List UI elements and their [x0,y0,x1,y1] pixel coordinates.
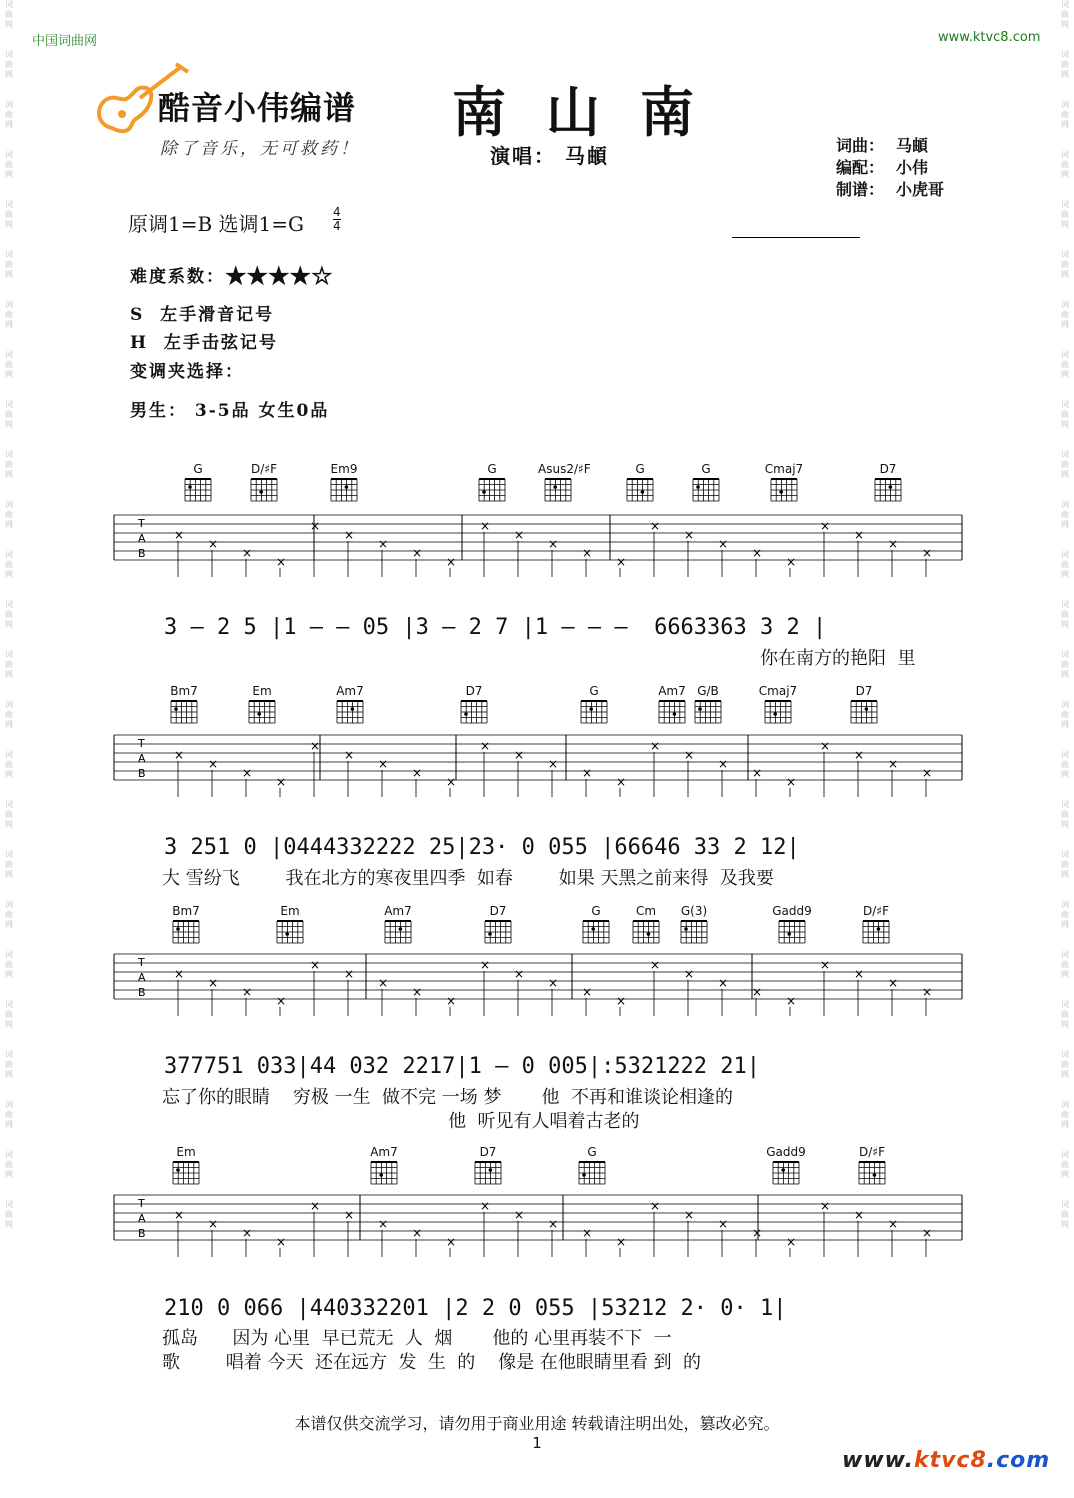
chord-grid-icon [629,918,663,944]
svg-text:×: × [752,545,763,560]
chord-grid-icon [471,1159,505,1185]
jianpu-line: 377751 033|44 032 2217|1 – 0 005|:5321222 21| [164,1054,761,1079]
svg-text:×: × [786,774,797,789]
svg-text:×: × [480,738,491,753]
chord-diagram [478,904,518,944]
svg-text:×: × [650,738,661,753]
svg-text:×: × [888,975,899,990]
key-info: 原调1=B 选调1=G [128,212,304,236]
svg-text:×: × [174,527,185,542]
svg-text:×: × [582,765,593,780]
chord-diagram [574,684,614,724]
site-url-right: www.ktvc8.com [938,30,1041,45]
svg-text:×: × [310,738,321,753]
svg-text:×: × [922,765,933,780]
svg-text:×: × [480,957,491,972]
chord-diagram [576,904,616,944]
chord-name: G [701,462,711,476]
svg-text:×: × [548,536,559,551]
chord-diagram [324,462,364,502]
chord-name: G [587,1145,597,1159]
chord-name: G [193,462,203,476]
svg-text:×: × [242,545,253,560]
svg-text:×: × [276,554,287,569]
chord-grid-icon [769,1159,803,1185]
chord-diagram [454,684,494,724]
svg-text:×: × [412,984,423,999]
chord-diagram [626,904,666,944]
credit-value: 小伟 [896,158,929,177]
capo-options: 男生： 3-5品 女生0品 [130,401,330,421]
svg-text:×: × [888,1216,899,1231]
svg-text:×: × [820,957,831,972]
chord-grid-icon [475,476,509,502]
chord-name: Am7 [370,1145,398,1159]
chord-grid-icon [367,1159,401,1185]
jianpu-line: 3 – 2 5 |1 – – 05 |3 – 2 7 |1 – – – 6663363 3 2 | [164,615,827,640]
svg-text:A: A [138,752,146,765]
chord-diagram [178,462,218,502]
svg-text:×: × [650,1198,661,1213]
chord-grid-icon [457,698,491,724]
chord-name: D/♯F [859,1145,885,1159]
chord-diagram [166,904,206,944]
svg-text:T: T [138,517,145,530]
svg-text:×: × [548,756,559,771]
tab-staff [114,1195,962,1249]
svg-text:T: T [138,737,145,750]
chord-grid-icon [327,476,361,502]
svg-text:×: × [616,554,627,569]
chord-name: D7 [489,904,507,918]
chord-diagram [242,684,282,724]
svg-text:B: B [138,1227,146,1240]
page-number: 1 [532,1434,542,1452]
difficulty [130,261,333,290]
svg-text:×: × [650,957,661,972]
chord-diagram [620,462,660,502]
copyright-notice: 本谱仅供交流学习，请勿用于商业用途 转载请注明出处，篡改必究。 [294,1414,780,1433]
chord-diagram [330,684,370,724]
tab-staff [114,954,962,1008]
svg-text:×: × [854,747,865,762]
credits [836,135,944,201]
chord-grid-icon [579,918,613,944]
svg-text:×: × [480,518,491,533]
svg-text:×: × [208,975,219,990]
chord-diagram [270,904,310,944]
svg-text:×: × [616,993,627,1008]
svg-text:×: × [684,966,695,981]
chord-name: Gadd9 [772,904,812,918]
chord-grid-icon [855,1159,889,1185]
svg-text:×: × [378,975,389,990]
chord-grid-icon [169,1159,203,1185]
svg-text:×: × [412,1225,423,1240]
svg-text:×: × [582,545,593,560]
chord-diagram [686,462,726,502]
svg-text:×: × [276,993,287,1008]
lyric-line: 歌 唱着 今天 还在远方 发 生 的 像是 在他眼睛里看 到 的 [162,1352,702,1373]
chord-diagram [468,1145,508,1185]
chord-name: D/♯F [863,904,889,918]
chord-diagram [758,684,798,724]
svg-text:×: × [684,747,695,762]
svg-text:×: × [242,984,253,999]
svg-text:×: × [854,966,865,981]
svg-text:×: × [446,993,457,1008]
chord-name: Am7 [336,684,364,698]
svg-text:×: × [616,774,627,789]
chord-grid-icon [691,698,725,724]
svg-text:×: × [310,518,321,533]
svg-text:B: B [138,767,146,780]
chord-grid-icon [169,918,203,944]
svg-text:A: A [138,1212,146,1225]
chord-diagram [244,462,284,502]
svg-text:×: × [684,527,695,542]
svg-text:×: × [208,1216,219,1231]
chord-name: Em [176,1145,196,1159]
svg-text:×: × [310,1198,321,1213]
svg-text:×: × [208,756,219,771]
svg-text:×: × [514,527,525,542]
side-watermark-left: 词 曲 网 词 曲 网 词 曲 网 词 曲 网 词 曲 网 词 曲 网 词 曲 网 词 曲 网 词 曲 网 词 曲 网 词 曲 网 词 曲 网 词 曲 网 词 曲 网 词 曲 网 词 曲 网 词 曲 网 词 曲 网 词 曲 网 词 曲 网 词 曲 网 词 曲 网 词 曲 网 词 曲 网 词 曲 网 [5,0,13,1229]
svg-text:×: × [344,747,355,762]
chord-name: Em9 [330,462,358,476]
singer-label: 演唱： [490,144,556,168]
chord-name: Cm [635,904,657,918]
svg-text:×: × [344,527,355,542]
svg-text:×: × [208,536,219,551]
chord-name: G [591,904,601,918]
chord-name: Cmaj7 [758,684,798,698]
svg-text:×: × [786,1234,797,1249]
svg-text:×: × [514,1207,525,1222]
chord-diagram [844,684,884,724]
chord-grid-icon [655,698,689,724]
chord-grid-icon [245,698,279,724]
chord-grid-icon [871,476,905,502]
svg-text:T: T [138,956,145,969]
chord-name: D7 [479,1145,497,1159]
svg-text:×: × [650,518,661,533]
chord-name: D/♯F [251,462,277,476]
chord-grid-icon [689,476,723,502]
chord-grid-icon [481,918,515,944]
lyric-line: 他 听见有人唱着古老的 [162,1111,640,1132]
svg-text:×: × [378,536,389,551]
chord-grid-icon [677,918,711,944]
chord-name: G [589,684,599,698]
chord-diagram [378,904,418,944]
chord-diagram [472,462,512,502]
jianpu-line: 3 251 0 |0444332222 25|23· 0 055 |66646 33 2 12| [164,835,800,860]
svg-text:×: × [922,545,933,560]
site-name-left: 中国词曲网 [32,34,98,49]
svg-text:×: × [718,536,729,551]
chord-name: G [635,462,645,476]
svg-text:×: × [820,738,831,753]
chord-name: Am7 [384,904,412,918]
svg-text:×: × [378,1216,389,1231]
svg-text:×: × [752,984,763,999]
svg-text:×: × [854,1207,865,1222]
svg-text:×: × [242,765,253,780]
svg-text:×: × [276,1234,287,1249]
svg-text:×: × [446,774,457,789]
svg-text:×: × [412,765,423,780]
time-signature: 4 4 [333,205,341,233]
svg-text:A: A [138,532,146,545]
chord-diagram [164,684,204,724]
difficulty-label: 难度系数： [130,267,225,287]
chord-name: Cmaj7 [764,462,804,476]
chord-name: G(3) [680,904,708,918]
svg-text:×: × [820,518,831,533]
lyric-line: 大 雪纷飞 我在北方的寒夜里四季 如春 如果 天黑之前来得 及我要 [162,868,774,889]
chord-diagram [856,904,896,944]
svg-text:×: × [922,1225,933,1240]
chord-name: Gadd9 [766,1145,806,1159]
svg-text:×: × [582,984,593,999]
svg-text:×: × [276,774,287,789]
credit-value: 马頔 [896,136,929,155]
svg-text:×: × [174,1207,185,1222]
svg-text:×: × [684,1207,695,1222]
svg-text:×: × [412,545,423,560]
tab-staff [114,735,962,789]
lyric-line: 孤岛 因为 心里 早已荒无 人 烟 他的 心里再装不下 一 [162,1328,672,1349]
svg-text:×: × [514,966,525,981]
chord-grid-icon [167,698,201,724]
chord-diagram [766,1145,806,1185]
chord-grid-icon [577,698,611,724]
svg-text:×: × [344,1207,355,1222]
svg-text:×: × [446,1234,457,1249]
chord-name: Bm7 [170,684,198,698]
svg-text:×: × [378,756,389,771]
chord-name: D7 [855,684,873,698]
chord-grid-icon [333,698,367,724]
credit-key: 制谱： [836,180,885,199]
chord-name: G [487,462,497,476]
svg-text:×: × [582,1225,593,1240]
svg-text:×: × [786,993,797,1008]
jianpu-line: 210 0 066 |440332201 |2 2 0 055 |53212 2· 0· 1| [164,1296,787,1321]
lyric-line: 忘了你的眼睛 穷极 一生 做不完 一场 梦 他 不再和谁谈论相逢的 [162,1087,733,1108]
credit-value: 小虎哥 [896,180,945,199]
chord-diagram [868,462,908,502]
svg-text:×: × [446,554,457,569]
chord-diagram [652,684,692,724]
svg-text:×: × [310,957,321,972]
svg-text:×: × [174,747,185,762]
credit-key: 词曲： [836,136,885,155]
credit-key: 编配： [836,158,885,177]
site-logo: www.ktvc8.com [842,1448,1051,1473]
svg-text:×: × [548,1216,559,1231]
chord-grid-icon [623,476,657,502]
svg-text:×: × [242,1225,253,1240]
svg-text:×: × [718,975,729,990]
chord-grid-icon [847,698,881,724]
svg-text:B: B [138,547,146,560]
chord-diagram [166,1145,206,1185]
side-watermark-right: 词 曲 网 词 曲 网 词 曲 网 词 曲 网 词 曲 网 词 曲 网 词 曲 网 词 曲 网 词 曲 网 词 曲 网 词 曲 网 词 曲 网 词 曲 网 词 曲 网 词 曲 网 词 曲 网 词 曲 网 词 曲 网 词 曲 网 词 曲 网 词 曲 网 词 曲 网 词 曲 网 词 曲 网 词 曲 网 [1061,0,1069,1229]
logo-name: 酷音小伟编谱 [158,89,357,127]
svg-text:×: × [344,966,355,981]
svg-text:×: × [854,527,865,542]
chord-diagram [572,1145,612,1185]
divider [732,237,860,238]
chord-name: Em [252,684,272,698]
svg-text:×: × [616,1234,627,1249]
chord-name: Asus2/♯F [538,462,591,476]
svg-text:×: × [718,756,729,771]
singer-name: 马頔 [564,144,609,168]
chord-grid-icon [541,476,575,502]
svg-text:T: T [138,1197,145,1210]
chord-grid-icon [247,476,281,502]
chord-grid-icon [775,918,809,944]
star-icon: ★★★★☆ [225,261,333,290]
singer-line [490,140,609,169]
tab-staff [114,515,962,569]
song-title: 南山南 [452,80,734,144]
chord-name: Em [280,904,300,918]
chord-grid-icon [575,1159,609,1185]
chord-name: D7 [879,462,897,476]
chord-diagram [674,904,714,944]
svg-text:×: × [786,554,797,569]
capo-label: 变调夹选择： [130,362,244,382]
svg-text:×: × [174,966,185,981]
svg-text:B: B [138,986,146,999]
chord-name: Bm7 [172,904,200,918]
svg-text:×: × [752,1225,763,1240]
lyric-line: 你在南方的艳阳 里 [760,648,916,669]
svg-text:×: × [922,984,933,999]
chord-grid-icon [761,698,795,724]
svg-text:×: × [718,1216,729,1231]
chord-diagram [538,462,591,502]
svg-text:×: × [480,1198,491,1213]
chord-name: Am7 [658,684,686,698]
svg-text:×: × [820,1198,831,1213]
svg-text:×: × [888,536,899,551]
chord-diagram [852,1145,892,1185]
svg-text:A: A [138,971,146,984]
chord-name: D7 [465,684,483,698]
chord-diagram [772,904,812,944]
svg-text:×: × [514,747,525,762]
chord-grid-icon [273,918,307,944]
svg-text:×: × [548,975,559,990]
chord-diagram [364,1145,404,1185]
chord-name: G/B [697,684,719,698]
svg-text:×: × [888,756,899,771]
legend-hammer: H 左手击弦记号 [130,333,278,353]
chord-grid-icon [767,476,801,502]
legend-slide: S 左手滑音记号 [130,305,275,325]
logo-slogan: 除了音乐，无可救药！ [160,139,360,159]
chord-grid-icon [859,918,893,944]
svg-text:×: × [752,765,763,780]
chord-diagram [764,462,804,502]
chord-diagram [688,684,728,724]
chord-grid-icon [381,918,415,944]
chord-grid-icon [181,476,215,502]
